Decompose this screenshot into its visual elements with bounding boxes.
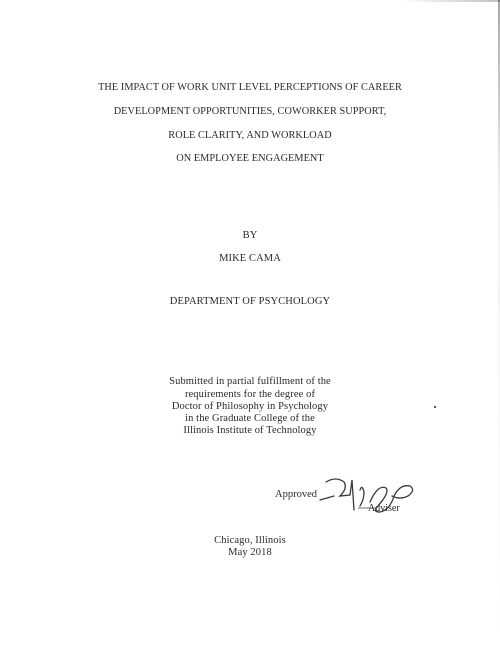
submission-line-2: requirements for the degree of xyxy=(184,389,316,400)
thesis-title-line-2: DEVELOPMENT OPPORTUNITIES, COWORKER SUPPORT, xyxy=(113,106,387,117)
department-name: DEPARTMENT OF PSYCHOLOGY xyxy=(169,296,331,307)
by-label: BY xyxy=(242,230,258,241)
submission-date: May 2018 xyxy=(228,547,272,558)
submission-line-1: Submitted in partial fulfillment of the xyxy=(169,376,331,387)
thesis-title-line-4: ON EMPLOYEE ENGAGEMENT xyxy=(176,153,324,164)
submission-line-5: Illinois Institute of Technology xyxy=(183,425,317,436)
submission-line-3: Doctor of Philosophy in Psychology xyxy=(171,401,329,412)
thesis-title-line-3: ROLE CLARITY, AND WORKLOAD xyxy=(168,130,332,141)
scan-edge-top xyxy=(400,0,500,2)
location: Chicago, Illinois xyxy=(214,535,286,546)
author-name: MIKE CAMA xyxy=(219,253,281,264)
adviser-label: Adviser xyxy=(368,503,400,514)
submission-line-4: in the Graduate College of the xyxy=(185,413,315,424)
thesis-title-line-1: THE IMPACT OF WORK UNIT LEVEL PERCEPTIONS OF CAREER xyxy=(98,82,402,93)
approved-label: Approved xyxy=(275,489,317,500)
